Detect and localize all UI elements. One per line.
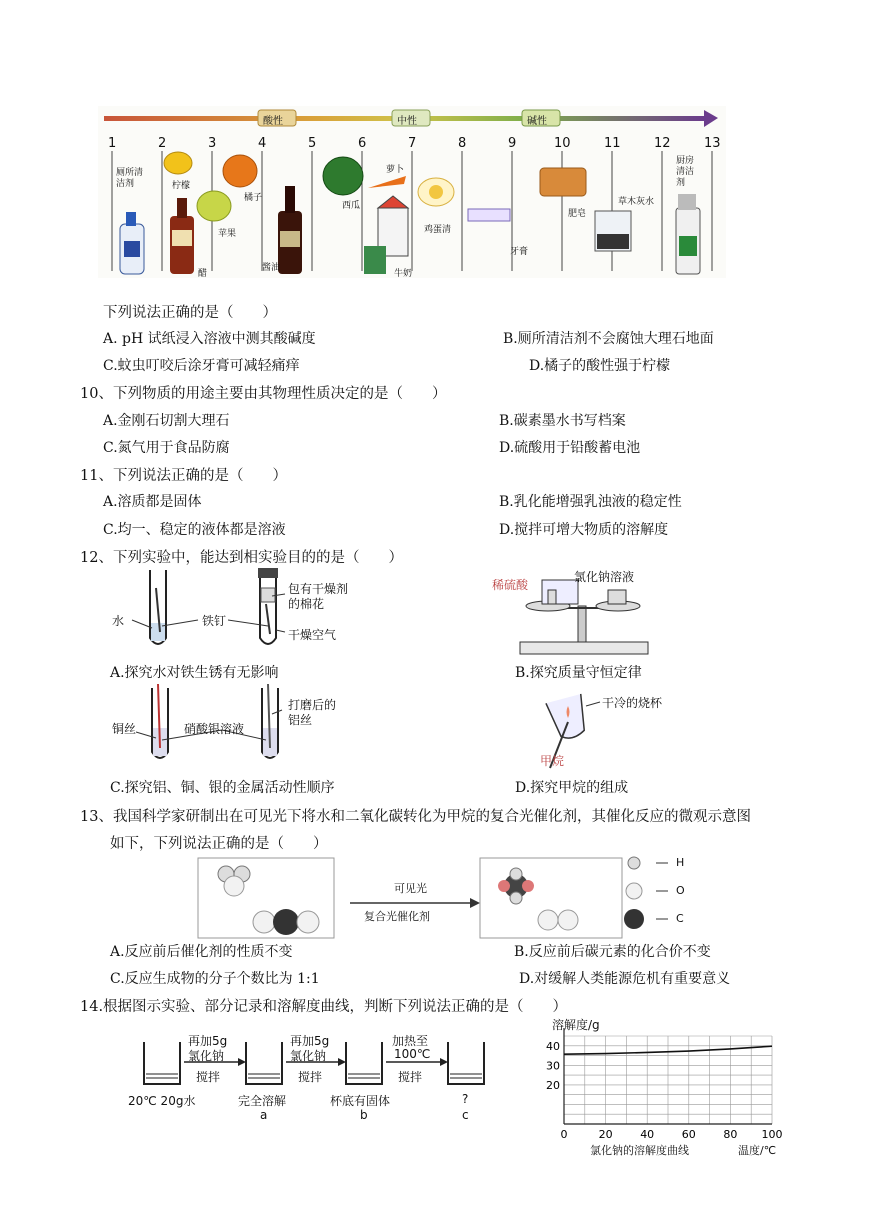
q9-option-d: D.橘子的酸性强于柠檬	[529, 358, 671, 374]
x-tick-label: 80	[723, 1128, 738, 1141]
q12-option-c: C.探究铝、铜、银的金属活动性顺序	[110, 780, 335, 796]
item-label: 酱油	[262, 263, 281, 273]
q13-reaction-diagram	[198, 858, 708, 940]
state-c: ?	[462, 1092, 469, 1106]
label-copper-wire: 铜丝	[112, 722, 137, 736]
step1-add: 再加5g	[188, 1034, 228, 1048]
item-label: 肥皂	[568, 209, 587, 219]
q12-option-d: D.探究甲烷的组成	[515, 780, 629, 796]
q13-option-d: D.对缓解人类能源危机有重要意义	[519, 971, 731, 987]
chart-ylabel: 溶解度/g	[552, 1018, 600, 1032]
lemon-icon	[164, 152, 192, 174]
q13-option-a: A.反应前后催化剂的性质不变	[110, 944, 293, 960]
start-condition: 20℃ 20g水	[128, 1094, 196, 1108]
q10-option-d: D.硫酸用于铅酸蓄电池	[499, 440, 641, 456]
q13-option-c: C.反应生成物的分子个数比为 1:1	[110, 971, 320, 987]
ph-num: 1	[108, 136, 117, 151]
q12-figure-d	[520, 684, 680, 770]
q9-stem: 下列说法正确的是（ ）	[103, 305, 277, 321]
label-aluminum-wire: 打磨后的铝丝	[288, 698, 337, 727]
ph-num: 4	[258, 136, 267, 151]
label-dry-air: 干燥空气	[288, 628, 337, 642]
q13-stem-line1: 13、我国科学家研制出在可见光下将水和二氧化碳转化为甲烷的复合光催化剂，其催化反应的微观示意图	[80, 809, 751, 825]
step1-nacl: 氯化钠	[188, 1049, 225, 1063]
step3-temp: 100℃	[394, 1047, 431, 1061]
q10-option-a: A.金刚石切割大理石	[103, 413, 230, 429]
q14-stem: 14.根据图示实验、部分记录和溶解度曲线，判断下列说法正确的是（ ）	[80, 999, 568, 1015]
beaker-plant-ash-icon	[595, 211, 631, 251]
arrow-label-visible-light: 可见光	[394, 882, 427, 895]
q9-option-a: A. pH 试纸浸入溶液中测其酸碱度	[103, 331, 316, 347]
ph-scale-art	[98, 106, 726, 278]
q11-option-a: A.溶质都是固体	[103, 494, 202, 510]
ph-num: 7	[408, 136, 417, 151]
legend-h: H	[676, 856, 685, 869]
label-dry-cold-beaker: 干冷的烧杯	[602, 696, 663, 710]
item-label: 苹果	[218, 229, 237, 239]
ph-num: 9	[508, 136, 517, 151]
band-base: 碱性	[527, 116, 547, 127]
arrow-label-catalyst: 复合光催化剂	[364, 910, 430, 923]
q10-stem: 10、下列物质的用途主要由其物理性质决定的是（ ）	[80, 386, 447, 402]
step1-stir: 搅拌	[196, 1070, 221, 1084]
beaker-label-c: c	[462, 1108, 469, 1122]
orange-icon	[223, 155, 257, 187]
q11-option-c: C.均一、稳定的液体都是溶液	[103, 522, 286, 538]
ph-num: 10	[554, 136, 571, 151]
step2-add: 再加5g	[290, 1034, 330, 1048]
q12-figure-a	[110, 568, 360, 658]
chart-xlabel: 温度/℃	[738, 1144, 777, 1157]
item-label: 草木灰水	[618, 197, 655, 207]
item-label: 鸡蛋清	[424, 225, 452, 235]
soap-icon	[540, 168, 586, 196]
ph-num: 8	[458, 136, 467, 151]
step3-stir: 搅拌	[398, 1070, 423, 1084]
q9-option-b: B.厕所清洁剂不会腐蚀大理石地面	[503, 331, 714, 347]
state-a: 完全溶解	[238, 1094, 287, 1108]
item-label: 牛奶	[394, 269, 413, 279]
label-dilute-acid: 稀硫酸	[492, 578, 529, 592]
step3-heat: 加热至	[392, 1034, 429, 1048]
q14-experiment-figure	[128, 1030, 508, 1130]
x-tick-label: 20	[598, 1128, 613, 1141]
band-neutral: 中性	[397, 116, 417, 127]
band-acid: 酸性	[263, 116, 283, 127]
label-nail: 铁钉	[202, 614, 227, 628]
y-tick-label: 30	[546, 1059, 560, 1073]
beaker-label-a: a	[260, 1108, 268, 1122]
ph-num: 13	[704, 136, 721, 151]
q9-option-c: C.蚊虫叮咬后涂牙膏可减轻痛痒	[103, 358, 300, 374]
ph-num: 2	[158, 136, 167, 151]
item-label: 萝卜	[386, 165, 405, 175]
label-silver-nitrate: 硝酸银溶液	[184, 722, 245, 736]
item-label: 厨房清洁剂	[676, 156, 695, 188]
x-tick-label: 60	[681, 1128, 696, 1141]
x-tick-label: 40	[640, 1128, 655, 1141]
q12-figure-b	[490, 566, 670, 660]
label-cotton: 包有干燥剂的棉花	[288, 582, 349, 611]
item-label: 厕所清洁剂	[116, 168, 144, 189]
label-methane: 甲烷	[540, 754, 565, 768]
item-label: 西瓜	[342, 201, 361, 211]
q10-option-c: C.氮气用于食品防腐	[103, 440, 230, 456]
item-label: 醋	[198, 269, 208, 279]
solubility-chart	[540, 1016, 800, 1166]
state-b: 杯底有固体	[330, 1094, 391, 1108]
item-label: 橘子	[244, 193, 263, 203]
label-water: 水	[112, 614, 125, 628]
ph-num: 5	[308, 136, 317, 151]
q11-stem: 11、下列说法正确的是（ ）	[80, 468, 287, 484]
legend-c: C	[676, 912, 684, 925]
watermelon-icon	[323, 157, 363, 195]
ph-num: 12	[654, 136, 671, 151]
q11-option-b: B.乳化能增强乳浊液的稳定性	[499, 494, 682, 510]
q12-figure-c	[112, 684, 362, 768]
y-tick-label: 20	[546, 1078, 560, 1092]
ph-num: 6	[358, 136, 367, 151]
q12-stem: 12、下列实验中，能达到相实验目的的是（ ）	[80, 550, 403, 566]
chart-caption: 氯化钠的溶解度曲线	[590, 1144, 689, 1157]
item-label: 牙膏	[510, 247, 529, 257]
legend-o: O	[676, 884, 685, 897]
q12-option-b: B.探究质量守恒定律	[515, 665, 642, 681]
step2-nacl: 氯化钠	[290, 1049, 327, 1063]
apple-icon	[197, 191, 231, 221]
q10-option-b: B.碳素墨水书写档案	[499, 413, 626, 429]
y-tick-label: 40	[546, 1039, 560, 1053]
ph-num: 3	[208, 136, 217, 151]
step2-stir: 搅拌	[298, 1070, 323, 1084]
ph-num: 11	[604, 136, 621, 151]
q12-option-a: A.探究水对铁生锈有无影响	[110, 665, 279, 681]
toothpaste-icon	[468, 209, 510, 221]
q13-stem-line2: 如下，下列说法正确的是（ ）	[110, 836, 328, 852]
label-nacl-solution: 氯化钠溶液	[574, 570, 635, 584]
x-tick-label: 0	[560, 1128, 568, 1141]
q11-option-d: D.搅拌可增大物质的溶解度	[499, 522, 669, 538]
beaker-label-b: b	[360, 1108, 368, 1122]
ph-scale-figure	[98, 106, 726, 278]
x-tick-label: 100	[761, 1128, 783, 1141]
q13-option-b: B.反应前后碳元素的化合价不变	[514, 944, 711, 960]
item-label: 柠檬	[172, 181, 191, 191]
